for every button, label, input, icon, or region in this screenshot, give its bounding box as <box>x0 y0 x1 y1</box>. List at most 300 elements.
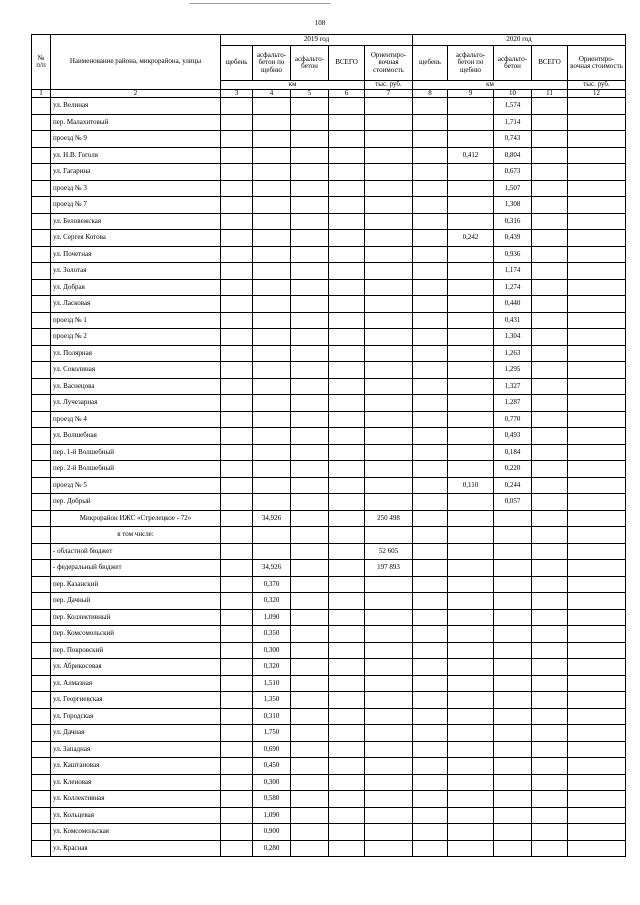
street-name: ул. Золотая <box>51 263 221 280</box>
cell-c6 <box>329 147 365 164</box>
cell-c7 <box>365 411 413 428</box>
cell-c8 <box>413 609 448 626</box>
cell-c11 <box>532 98 568 115</box>
cell-c11 <box>532 147 568 164</box>
cell-c1 <box>32 197 51 214</box>
cell-c3 <box>221 230 253 247</box>
cell-c3 <box>221 180 253 197</box>
street-name: ул. Велиная <box>51 98 221 115</box>
cell-c4 <box>253 312 291 329</box>
street-name: пер. Казанский <box>51 576 221 593</box>
cell-c1 <box>32 444 51 461</box>
cell-c6 <box>329 98 365 115</box>
table-row <box>32 312 626 329</box>
cell-c9 <box>448 444 494 461</box>
cell-c9 <box>448 692 494 709</box>
table-row <box>32 692 626 709</box>
cell-c9 <box>448 494 494 511</box>
cell-c9 <box>448 461 494 478</box>
cell-c9 <box>448 527 494 544</box>
cell-c9 <box>448 114 494 131</box>
cell-c6 <box>329 708 365 725</box>
street-name: ул. Почетная <box>51 246 221 263</box>
cell-c4 <box>253 362 291 379</box>
cell-c11 <box>532 164 568 181</box>
cell-c1 <box>32 626 51 643</box>
cell-c1 <box>32 114 51 131</box>
cell-c12 <box>568 527 626 544</box>
cell-c9 <box>448 395 494 412</box>
cell-c11 <box>532 411 568 428</box>
cell-c6 <box>329 180 365 197</box>
table-row <box>32 725 626 742</box>
table-row <box>32 263 626 280</box>
cell-c10: 0,439 <box>494 230 532 247</box>
street-name: ул. Лучезарная <box>51 395 221 412</box>
cell-c6 <box>329 791 365 808</box>
cell-c11 <box>532 659 568 676</box>
cell-c11 <box>532 642 568 659</box>
cell-c11 <box>532 197 568 214</box>
cell-c10 <box>494 510 532 527</box>
table-row <box>32 675 626 692</box>
cell-c10: 0,743 <box>494 131 532 148</box>
cell-c12 <box>568 246 626 263</box>
cell-c7: 52 605 <box>365 543 413 560</box>
header-col-num: № п/п <box>32 35 51 90</box>
cell-c8 <box>413 329 448 346</box>
cell-c10: 0,184 <box>494 444 532 461</box>
table-row <box>32 246 626 263</box>
column-number: 3 <box>221 90 253 98</box>
cell-c1 <box>32 642 51 659</box>
table-row <box>32 774 626 791</box>
cell-c5 <box>291 642 329 659</box>
column-number: 4 <box>253 90 291 98</box>
cell-c3 <box>221 213 253 230</box>
cell-c7 <box>365 312 413 329</box>
street-name: проезд № 9 <box>51 131 221 148</box>
cell-c11 <box>532 510 568 527</box>
table-row <box>32 494 626 511</box>
cell-c5 <box>291 131 329 148</box>
table-row <box>32 609 626 626</box>
cell-c7 <box>365 428 413 445</box>
cell-c12 <box>568 362 626 379</box>
cell-c5 <box>291 609 329 626</box>
table-row <box>32 642 626 659</box>
street-name: ул. Дачная <box>51 725 221 742</box>
cell-c9 <box>448 164 494 181</box>
cell-c9 <box>448 593 494 610</box>
cell-c7 <box>365 774 413 791</box>
cell-c11 <box>532 131 568 148</box>
cell-c8 <box>413 279 448 296</box>
cell-c4: 0,280 <box>253 840 291 857</box>
column-number: 8 <box>413 90 448 98</box>
cell-c3 <box>221 708 253 725</box>
header-subcol: асфальто-бетон <box>291 46 329 81</box>
cell-c11 <box>532 494 568 511</box>
table-row <box>32 510 626 527</box>
cell-c7 <box>365 378 413 395</box>
cell-c6 <box>329 675 365 692</box>
street-name: ул. Кольцевая <box>51 807 221 824</box>
cell-c10 <box>494 774 532 791</box>
cell-c9 <box>448 312 494 329</box>
cell-c8 <box>413 312 448 329</box>
cell-c9 <box>448 626 494 643</box>
cell-c3 <box>221 609 253 626</box>
table-row <box>32 114 626 131</box>
cell-c3 <box>221 411 253 428</box>
street-name: пер. 1-й Волшебный <box>51 444 221 461</box>
cell-c9 <box>448 725 494 742</box>
cell-c1 <box>32 593 51 610</box>
cell-c1 <box>32 741 51 758</box>
cell-c7 <box>365 692 413 709</box>
cell-c8 <box>413 444 448 461</box>
cell-c8 <box>413 395 448 412</box>
cell-c9 <box>448 708 494 725</box>
table-row <box>32 444 626 461</box>
cell-c5 <box>291 428 329 445</box>
cell-c5 <box>291 626 329 643</box>
cell-c12 <box>568 477 626 494</box>
cell-c3 <box>221 807 253 824</box>
cell-c5 <box>291 114 329 131</box>
cell-c9 <box>448 510 494 527</box>
cell-c9 <box>448 378 494 395</box>
cell-c8 <box>413 296 448 313</box>
cell-c4 <box>253 296 291 313</box>
column-number: 9 <box>448 90 494 98</box>
cell-c6 <box>329 758 365 775</box>
cell-c7 <box>365 807 413 824</box>
cell-c1 <box>32 807 51 824</box>
cell-c4: 1,090 <box>253 609 291 626</box>
cell-c11 <box>532 543 568 560</box>
cell-c10 <box>494 824 532 841</box>
cell-c3 <box>221 246 253 263</box>
cell-c3 <box>221 791 253 808</box>
cell-c12 <box>568 824 626 841</box>
cell-c12 <box>568 263 626 280</box>
cell-c3 <box>221 279 253 296</box>
cell-c10: 1,304 <box>494 329 532 346</box>
cell-c5 <box>291 164 329 181</box>
cell-c12 <box>568 791 626 808</box>
table-row <box>32 395 626 412</box>
cell-c7 <box>365 609 413 626</box>
table-row <box>32 428 626 445</box>
cell-c12 <box>568 576 626 593</box>
cell-c7 <box>365 131 413 148</box>
cell-c9 <box>448 543 494 560</box>
table-row <box>32 180 626 197</box>
cell-c1 <box>32 378 51 395</box>
cell-c8 <box>413 494 448 511</box>
cell-c12 <box>568 279 626 296</box>
cell-c11 <box>532 576 568 593</box>
header-year-2020: 2020 год <box>413 35 626 46</box>
cell-c3 <box>221 510 253 527</box>
street-name: ул. Н.В. Гоголя <box>51 147 221 164</box>
cell-c6 <box>329 609 365 626</box>
cell-c12 <box>568 411 626 428</box>
cell-c4 <box>253 494 291 511</box>
cell-c7 <box>365 345 413 362</box>
cell-c5 <box>291 725 329 742</box>
cell-c12 <box>568 114 626 131</box>
cell-c12 <box>568 312 626 329</box>
street-name: ул. Комсомольская <box>51 824 221 841</box>
cell-c10: 1,287 <box>494 395 532 412</box>
cell-c8 <box>413 461 448 478</box>
cell-c7: 250 498 <box>365 510 413 527</box>
cell-c4 <box>253 477 291 494</box>
cell-c7: 197 893 <box>365 560 413 577</box>
cell-c11 <box>532 692 568 709</box>
cell-c11 <box>532 378 568 395</box>
table-row <box>32 659 626 676</box>
cell-c3 <box>221 131 253 148</box>
header-subcol: ВСЕГО <box>532 46 568 81</box>
cell-c5 <box>291 774 329 791</box>
cell-c11 <box>532 279 568 296</box>
column-number: 12 <box>568 90 626 98</box>
cell-c7 <box>365 180 413 197</box>
cell-c7 <box>365 840 413 857</box>
table-row <box>32 411 626 428</box>
cell-c3 <box>221 428 253 445</box>
cell-c9 <box>448 411 494 428</box>
cell-c11 <box>532 527 568 544</box>
street-name: Микрорайон ИЖС «Стрелецкое - 72» <box>51 510 221 527</box>
street-name: пер. Дачный <box>51 593 221 610</box>
cell-c4 <box>253 263 291 280</box>
cell-c4: 1,750 <box>253 725 291 742</box>
cell-c10 <box>494 791 532 808</box>
cell-c9 <box>448 560 494 577</box>
cell-c8 <box>413 560 448 577</box>
cell-c1 <box>32 246 51 263</box>
cell-c8 <box>413 692 448 709</box>
cell-c10 <box>494 527 532 544</box>
cell-c4: 0,350 <box>253 626 291 643</box>
cell-c1 <box>32 576 51 593</box>
table-row <box>32 840 626 857</box>
cell-c11 <box>532 807 568 824</box>
cell-c10 <box>494 840 532 857</box>
street-name: проезд № 2 <box>51 329 221 346</box>
cell-c10 <box>494 758 532 775</box>
street-name: пер. Коллективный <box>51 609 221 626</box>
cell-c6 <box>329 197 365 214</box>
cell-c3 <box>221 444 253 461</box>
cell-c11 <box>532 246 568 263</box>
cell-c12 <box>568 840 626 857</box>
cell-c8 <box>413 642 448 659</box>
cell-c5 <box>291 98 329 115</box>
cell-c3 <box>221 197 253 214</box>
cell-c7 <box>365 593 413 610</box>
header-subcol: Ориентиро-вочная стоимость <box>568 46 626 81</box>
street-name: ул. Гагарина <box>51 164 221 181</box>
cell-c10: 1,714 <box>494 114 532 131</box>
cell-c12 <box>568 758 626 775</box>
cell-c1 <box>32 527 51 544</box>
cell-c6 <box>329 510 365 527</box>
cell-c6 <box>329 543 365 560</box>
cell-c7 <box>365 791 413 808</box>
cell-c5 <box>291 840 329 857</box>
cell-c10: 0,440 <box>494 296 532 313</box>
cell-c9 <box>448 807 494 824</box>
cell-c11 <box>532 444 568 461</box>
cell-c4: 1,510 <box>253 675 291 692</box>
cell-c10: 1,174 <box>494 263 532 280</box>
cell-c5 <box>291 510 329 527</box>
cell-c7 <box>365 114 413 131</box>
header-subcol: щебень <box>221 46 253 81</box>
cell-c11 <box>532 395 568 412</box>
cell-c11 <box>532 593 568 610</box>
cell-c6 <box>329 296 365 313</box>
cell-c9 <box>448 345 494 362</box>
street-name: проезд № 1 <box>51 312 221 329</box>
header-subcol: ВСЕГО <box>329 46 365 81</box>
street-name: проезд № 5 <box>51 477 221 494</box>
cell-c7 <box>365 741 413 758</box>
street-name: пер. Покровский <box>51 642 221 659</box>
cell-c5 <box>291 230 329 247</box>
cell-c6 <box>329 444 365 461</box>
cell-c6 <box>329 378 365 395</box>
table-row <box>32 98 626 115</box>
cell-c8 <box>413 164 448 181</box>
cell-c3 <box>221 824 253 841</box>
cell-c12 <box>568 213 626 230</box>
cell-c8 <box>413 131 448 148</box>
column-number: 6 <box>329 90 365 98</box>
cell-c3 <box>221 395 253 412</box>
table-row <box>32 758 626 775</box>
cell-c1 <box>32 296 51 313</box>
cell-c6 <box>329 345 365 362</box>
cell-c1 <box>32 461 51 478</box>
table-row <box>32 230 626 247</box>
cell-c10 <box>494 560 532 577</box>
cell-c9 <box>448 362 494 379</box>
table-row <box>32 576 626 593</box>
cell-c6 <box>329 411 365 428</box>
cell-c3 <box>221 527 253 544</box>
cell-c5 <box>291 378 329 395</box>
cell-c1 <box>32 263 51 280</box>
cell-c5 <box>291 659 329 676</box>
table-row <box>32 824 626 841</box>
cell-c3 <box>221 741 253 758</box>
cell-c3 <box>221 263 253 280</box>
street-name: ул. Васнецова <box>51 378 221 395</box>
cell-c1 <box>32 180 51 197</box>
header-subcol: асфальто-бетон <box>494 46 532 81</box>
cell-c4 <box>253 461 291 478</box>
cell-c12 <box>568 197 626 214</box>
cell-c3 <box>221 164 253 181</box>
cell-c11 <box>532 560 568 577</box>
cell-c8 <box>413 510 448 527</box>
cell-c3 <box>221 312 253 329</box>
cell-c1 <box>32 312 51 329</box>
cell-c4 <box>253 428 291 445</box>
cell-c5 <box>291 461 329 478</box>
cell-c4: 0,300 <box>253 642 291 659</box>
cell-c10: 1,295 <box>494 362 532 379</box>
cell-c7 <box>365 296 413 313</box>
cell-c10 <box>494 609 532 626</box>
cell-c9 <box>448 329 494 346</box>
cell-c6 <box>329 246 365 263</box>
cell-c8 <box>413 345 448 362</box>
table-row <box>32 213 626 230</box>
cell-c12 <box>568 147 626 164</box>
cell-c6 <box>329 164 365 181</box>
street-name: - областной бюджет <box>51 543 221 560</box>
cell-c9 <box>448 98 494 115</box>
cell-c11 <box>532 114 568 131</box>
cell-c10 <box>494 659 532 676</box>
cell-c7 <box>365 494 413 511</box>
cell-c8 <box>413 543 448 560</box>
cell-c1 <box>32 543 51 560</box>
cell-c4: 0,300 <box>253 774 291 791</box>
cell-c4 <box>253 279 291 296</box>
cell-c8 <box>413 824 448 841</box>
cell-c6 <box>329 626 365 643</box>
street-name: пер. Добрый <box>51 494 221 511</box>
cell-c11 <box>532 791 568 808</box>
cell-c10 <box>494 593 532 610</box>
street-name: ул. Сергея Котова <box>51 230 221 247</box>
street-name: - федеральный бюджет <box>51 560 221 577</box>
cell-c5 <box>291 296 329 313</box>
cell-c6 <box>329 114 365 131</box>
cell-c11 <box>532 461 568 478</box>
cell-c3 <box>221 461 253 478</box>
cell-c10: 1,263 <box>494 345 532 362</box>
cell-c4: 0,690 <box>253 741 291 758</box>
cell-c7 <box>365 675 413 692</box>
cell-c1 <box>32 774 51 791</box>
cell-c5 <box>291 279 329 296</box>
cell-c4 <box>253 213 291 230</box>
table-row <box>32 197 626 214</box>
cell-c1 <box>32 98 51 115</box>
cell-c3 <box>221 98 253 115</box>
cell-c9 <box>448 131 494 148</box>
cell-c11 <box>532 263 568 280</box>
cell-c3 <box>221 543 253 560</box>
table-row <box>32 807 626 824</box>
table-row <box>32 279 626 296</box>
cell-c6 <box>329 741 365 758</box>
column-number: 2 <box>51 90 221 98</box>
cell-c8 <box>413 725 448 742</box>
street-name: ул. Георгиевская <box>51 692 221 709</box>
cell-c6 <box>329 840 365 857</box>
